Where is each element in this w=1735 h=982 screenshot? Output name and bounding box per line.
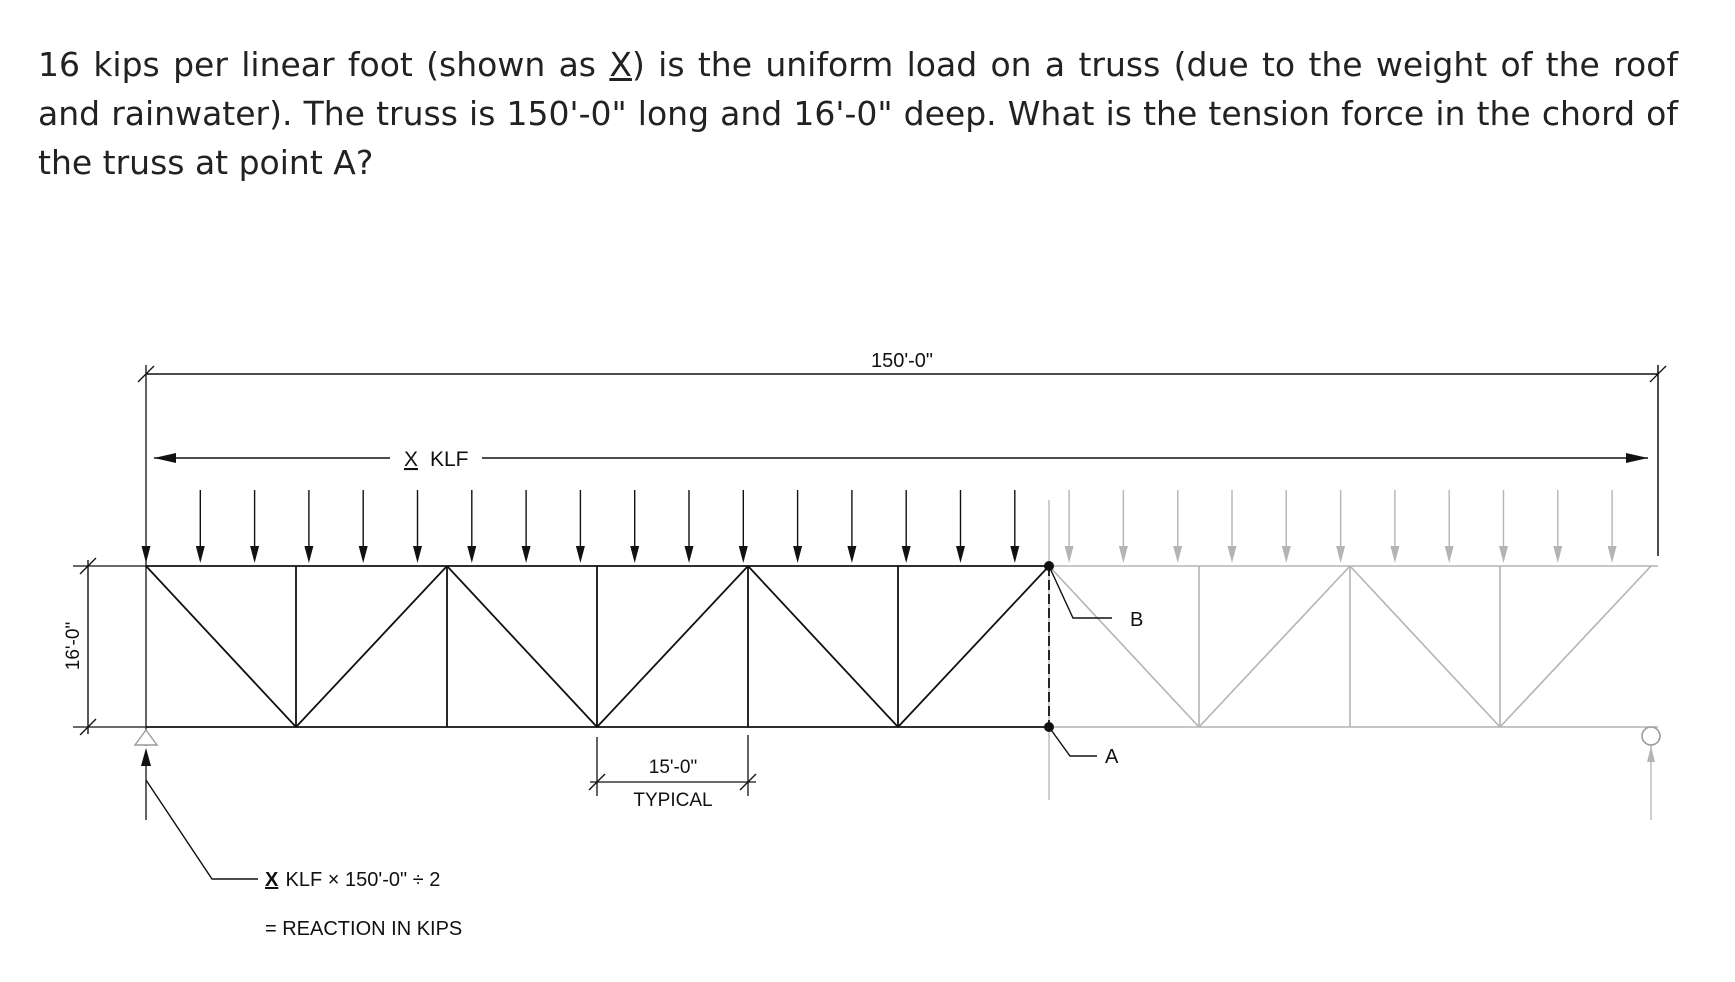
load-arrow [304,490,313,563]
load-arrow [576,490,585,563]
leader-b [1049,566,1143,631]
load-arrow [1065,490,1074,563]
load-arrow [630,490,639,563]
span-dimension [138,350,1666,746]
load-extent-line [154,448,1648,471]
load-arrow [1228,490,1237,563]
point-a-label: A [1105,746,1119,768]
panel-label: 15'-0" [648,757,698,778]
point-b-label: B [1130,609,1144,631]
load-unit-label: KLF [430,448,469,471]
load-arrow [359,490,368,563]
load-arrow [902,490,911,563]
panel-note: TYPICAL [633,790,713,811]
load-arrow [1499,490,1508,563]
load-arrow [467,490,476,563]
leader-a [1049,727,1119,768]
load-arrow [1553,490,1562,563]
load-arrow [413,490,422,563]
load-arrow [1390,490,1399,563]
span-label: 150'-0" [870,350,934,372]
load-arrow [1173,490,1182,563]
load-arrow [522,490,531,563]
load-arrow [1119,490,1128,563]
load-arrow [142,546,151,563]
truss-right-half [1049,500,1658,820]
truss-left-half [146,566,1049,727]
reaction-callout [146,780,462,940]
load-arrow [1608,490,1617,563]
load-arrow [1010,490,1019,563]
load-variable-label: X [404,448,419,471]
panel-dimension [589,735,756,811]
load-arrow [250,490,259,563]
load-arrow [1282,490,1291,563]
reaction-result: = REACTION IN KIPS [265,918,463,940]
load-arrow [739,490,748,563]
load-arrows [142,490,1617,563]
depth-label: 16'-0" [63,621,84,671]
right-roller-support [1642,727,1660,762]
load-arrow [1336,490,1345,563]
left-pin-support [135,730,157,820]
load-arrow [685,490,694,563]
question-part-2: ) is the uniform load on a truss (due to the weight of the roof and rainwater). The truss is 150'-0" long and 16'-0" deep. What is the tension force in the chord of the truss at point A? [38,45,1678,182]
load-arrow [196,490,205,563]
load-arrow [847,490,856,563]
load-arrow [956,490,965,563]
load-arrow [793,490,802,563]
load-arrow [1445,490,1454,563]
reaction-formula: KLF × 150'-0" ÷ 2 [280,869,441,891]
question-part-1: 16 kips per linear foot (shown as [38,45,610,84]
reaction-variable: X [265,869,279,891]
depth-dimension [63,558,146,735]
load-variable-x: X [609,45,632,84]
